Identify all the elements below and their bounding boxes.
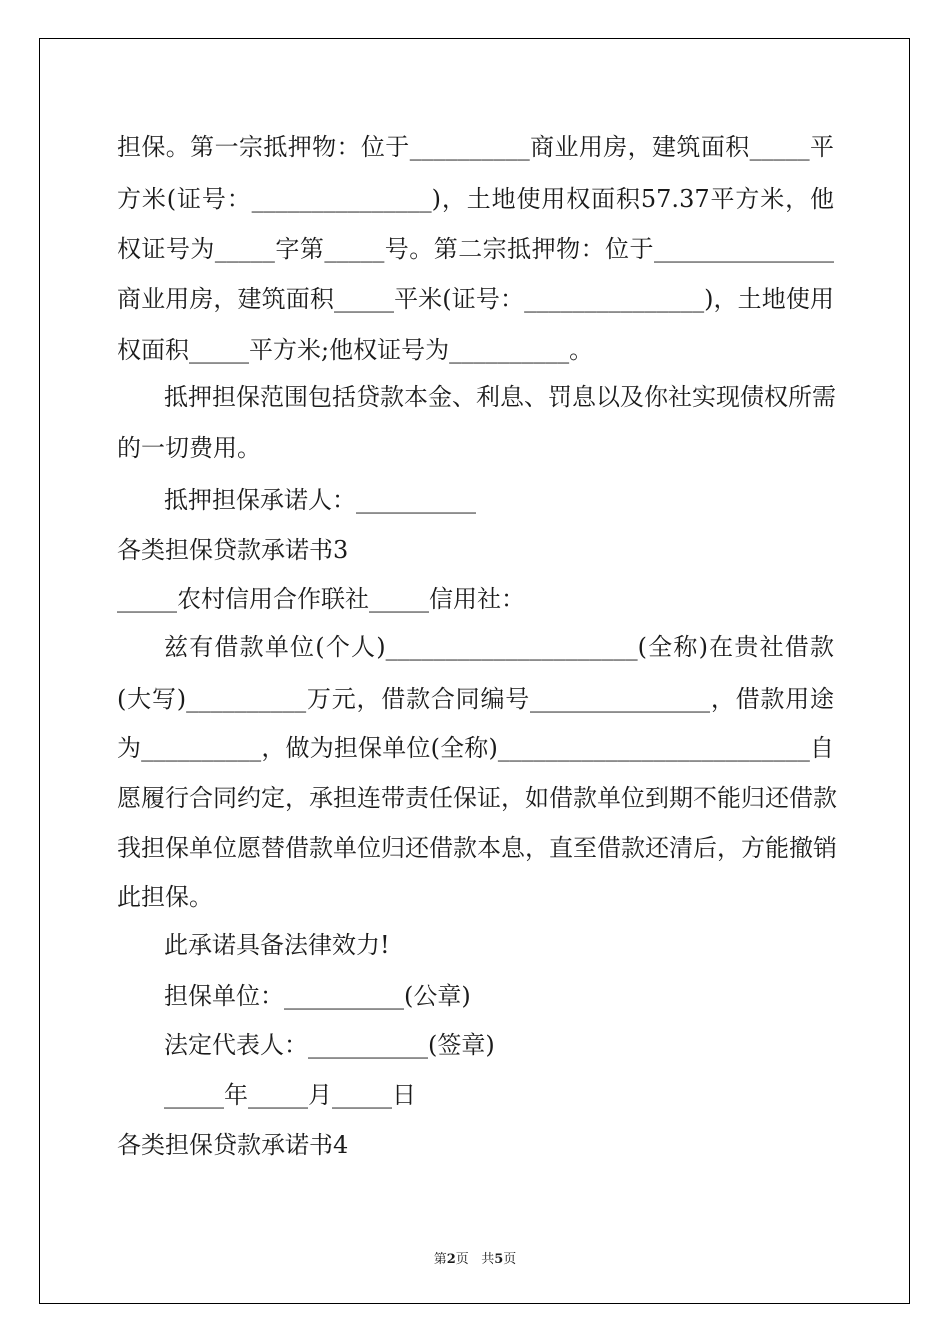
paragraph-line: 愿履行合同约定，承担连带责任保证，如借款单位到期不能归还借款	[117, 784, 837, 812]
salutation-line: _____农村信用合作联社_____信用社：	[117, 585, 525, 613]
footer-mid: 页 共	[455, 1252, 495, 1267]
footer-prefix: 第	[433, 1252, 447, 1267]
paragraph-line: 我担保单位愿替借款单位归还借款本息，直至借款还清后，方能撤销	[117, 834, 837, 862]
paragraph-line: 权面积_____平方米;他权证号为__________。	[117, 336, 594, 364]
paragraph-line: 的一切费用。	[117, 434, 261, 462]
paragraph-line: 此担保。	[117, 883, 213, 911]
section-heading: 各类担保贷款承诺书4	[117, 1131, 349, 1159]
page-border	[39, 38, 910, 1304]
paragraph-line: (大写)__________万元，借款合同编号_______________，借款用途	[117, 685, 834, 713]
page-footer	[0, 1248, 950, 1267]
date-line: _____年_____月_____日	[164, 1081, 416, 1109]
paragraph-line: 方米(证号：_______________)，土地使用权面积57.37平方米，他	[117, 185, 834, 213]
paragraph-line: 抵押担保范围包括贷款本金、利息、罚息以及你社实现债权所需	[164, 383, 836, 411]
paragraph-line: 兹有借款单位(个人)_____________________(全称)在贵社借款	[164, 633, 834, 661]
section-heading: 各类担保贷款承诺书3	[117, 536, 349, 564]
total-page-number: 5	[494, 1252, 504, 1267]
current-page-number: 2	[446, 1252, 456, 1267]
footer-suffix: 页	[503, 1252, 517, 1267]
signature-line: 法定代表人：__________(签章)	[164, 1031, 495, 1059]
paragraph-line: 权证号为_____字第_____号。第二宗抵押物：位于_______________	[117, 235, 834, 263]
paragraph-line: 商业用房，建筑面积_____平米(证号：_______________)，土地使用	[117, 285, 834, 313]
paragraph-line: 担保。第一宗抵押物：位于__________商业用房，建筑面积_____平	[117, 133, 834, 161]
paragraph-line: 为__________，做为担保单位(全称)__________________________自	[117, 734, 834, 762]
paragraph-line: 抵押担保承诺人：__________	[164, 486, 476, 514]
paragraph-line: 此承诺具备法律效力!	[164, 931, 390, 959]
signature-line: 担保单位：__________(公章)	[164, 982, 471, 1010]
